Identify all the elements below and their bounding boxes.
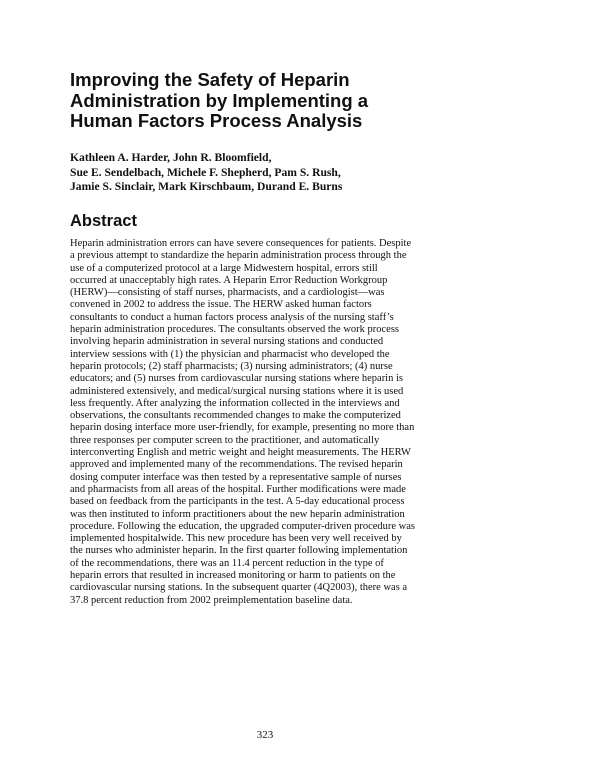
title-line: Human Factors Process Analysis: [70, 110, 363, 131]
abstract-line: procedure. Following the education, the upgraded computer-driven procedure was: [70, 520, 416, 532]
abstract-text: [70, 238, 540, 607]
abstract-line: involving heparin administration in several nursing stations and conducted: [70, 336, 384, 348]
title-line: Improving the Safety of Heparin: [70, 69, 350, 90]
author-line: Kathleen A. Harder, John R. Bloomfield,: [70, 151, 272, 164]
abstract-heading: Abstract: [70, 212, 137, 230]
abstract-line: cardiovascular nursing stations. In the subsequent quarter (4Q2003), there was a: [70, 582, 408, 594]
abstract-line: interview sessions with (1) the physician and pharmacist who developed the: [70, 348, 390, 360]
abstract-line: observations, the consultants recommended changes to make the computerized: [70, 410, 401, 422]
title-line: Administration by Implementing a: [70, 89, 369, 111]
abstract-line: dosing computer interface was then tested by a representative sample of nurses: [70, 471, 402, 483]
abstract-line: was then instituted to inform practitioners about the new heparin administration: [70, 508, 405, 520]
abstract-line: based on feedback from the participants in the test. A 5-day educational process: [70, 496, 405, 508]
abstract-line: implemented hospitalwide. This new procedure has been very well received by: [70, 533, 402, 545]
abstract-line: heparin protocols; (2) staff pharmacists; (3) nursing administrators; (4) nurse: [70, 360, 393, 372]
abstract-line: 37.8 percent reduction from 2002 preimplementation baseline data.: [70, 594, 353, 606]
abstract-line: heparin errors that resulted in increased monitoring or harm to patients on the: [70, 570, 396, 582]
author-line: Sue E. Sendelbach, Michele F. Shepherd, Pam S. Rush,: [70, 165, 341, 179]
abstract-line: less frequently. After analyzing the information collected in the interviews and: [70, 397, 400, 409]
paper-title: [70, 70, 470, 132]
author-list: [70, 151, 530, 195]
abstract-line: three responses per computer screen to the practitioner, and automatically: [70, 434, 380, 446]
abstract-line: a previous attempt to standardize the heparin administration process through the: [70, 250, 407, 262]
abstract-line: of the recommendations, there was an 11.4 percent reduction in the type of: [70, 557, 384, 569]
abstract-line: educators; and (5) nurses from cardiovascular nursing stations where heparin is: [70, 373, 403, 385]
page-number: 323: [256, 729, 274, 741]
abstract-line: heparin dosing interface more user-friendly, for example, presenting no more than: [70, 422, 415, 434]
abstract-line: use of a computerized protocol at a large Midwestern hospital, errors still: [70, 262, 378, 274]
abstract-line: administered extensively, and medical/surgical nursing stations where it is used: [70, 385, 404, 397]
abstract-line: heparin administration procedures. The consultants observed the work process: [70, 324, 400, 336]
abstract-line: occurred at unacceptably high rates. A Heparin Error Reduction Workgroup: [70, 274, 388, 286]
abstract-line: (HERW)—consisting of staff nurses, pharmacists, and a cardiologist—was: [70, 287, 385, 299]
author-line: Jamie S. Sinclair, Mark Kirschbaum, Durand E. Burns: [70, 180, 343, 193]
abstract-line: consultants to conduct a human factors process analysis of the nursing staff’s: [70, 311, 394, 323]
abstract-line: approved and implemented many of the recommendations. The revised heparin: [70, 459, 403, 471]
abstract-line: interconverting English and metric weight and height measurements. The HERW: [70, 447, 411, 459]
abstract-line: convened in 2002 to address the issue. The HERW asked human factors: [70, 299, 372, 311]
abstract-line: the nurses who administer heparin. In the first quarter following implementation: [70, 545, 408, 557]
abstract-line: Heparin administration errors can have severe consequences for patients. Despite: [70, 238, 412, 249]
abstract-line: and pharmacists from all areas of the hospital. Further modifications were made: [70, 483, 406, 495]
